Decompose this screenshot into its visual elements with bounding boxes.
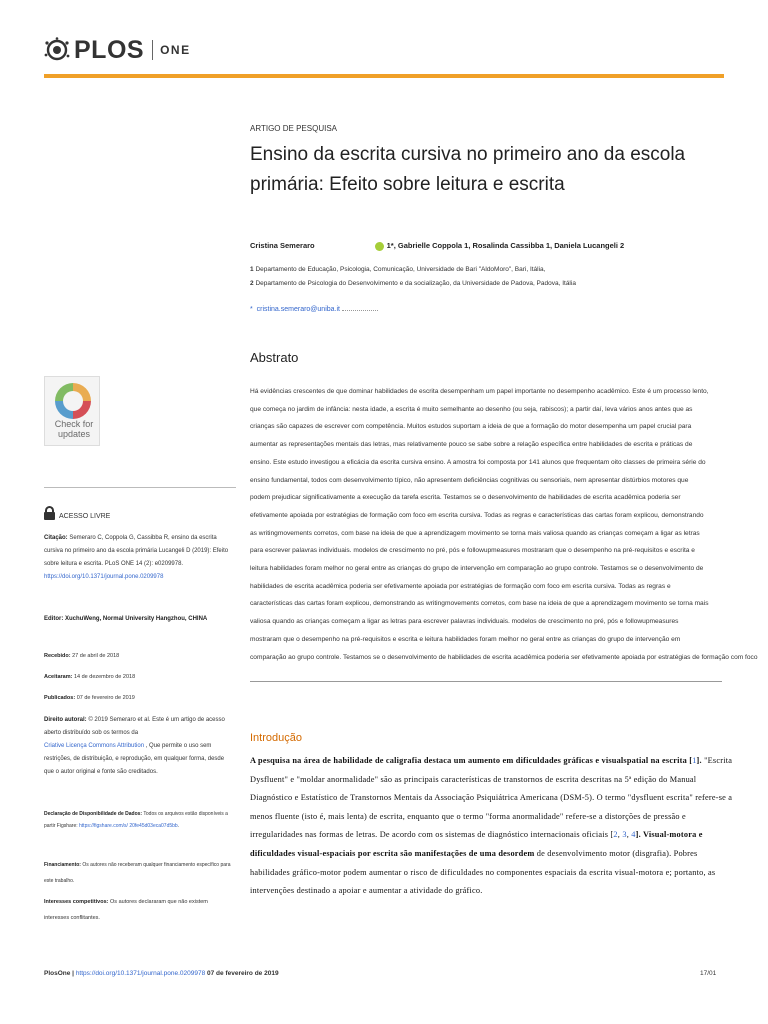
editor-label: Editor: (44, 616, 64, 622)
abstract-line: efetivamente apoiada por estratégias de formação com foco em escrita cursiva. Todas as regras e características das cartas foram explicou, demonstrando (250, 511, 704, 519)
page-footer (44, 970, 279, 977)
competing-interests-block (44, 894, 234, 926)
citation-label: Citação: (44, 535, 68, 541)
plos-logo (44, 32, 191, 68)
abstract-line: que começa no jardim de infância: nesta idade, a escrita é muito semelhante ao desenho (ou seja, rabiscos); a partir daí, leva vários anos antes que as (250, 405, 693, 413)
email-link[interactable]: cristina.semeraro@uniba.it (256, 306, 340, 313)
copyright-label: Direito autoral: (44, 717, 87, 723)
reference-link-1[interactable]: 1 (692, 756, 697, 765)
published-date: 07 de fevereiro de 2019 (76, 695, 135, 701)
crossmark-icon (55, 383, 91, 419)
received-label: Recebido: (44, 653, 71, 659)
intro-sentence-3: ]. Visual-motora e dificuldades visual-espaciais por escrita são manifestações de uma desordem (250, 830, 703, 858)
logo-separator (152, 40, 153, 60)
funding-text: Os autores não receberam qualquer financiamento específico para este trabalho. (44, 862, 231, 884)
citation-doi-link[interactable]: https://doi.org/10.1371/journal.pone.0209978 (44, 574, 164, 580)
footer-doi-link[interactable]: https://doi.org/10.1371/journal.pone.0209978 (75, 970, 206, 977)
logo-text: PLOS (74, 35, 145, 64)
affiliation-2-text: Departamento de Psicologia do Desenvolvimento e da socialização, da Universidade de Padova, Padova, Itália (255, 280, 576, 287)
intro-sentence-4: de desenvolvimento motor (disgrafia). Pobres habilidades gráfico-motor podem aumentar o risco de dificuldades no componentes espaciais da escrita visual-motora e; portanto, as intervenções destinado a apoiar e aumentar a atividade do gráfico. (250, 848, 716, 896)
title-line-1: Ensino da escrita cursiva no primeiro ano da escola (250, 144, 686, 165)
email-leader (342, 310, 378, 311)
editor-text: XuchuWeng, Normal University Hangzhou, CHINA (65, 616, 208, 622)
orcid-icon[interactable] (375, 242, 384, 251)
open-access-label: ACESSO LIVRE (59, 513, 111, 520)
funding-label: Financiamento: (44, 862, 81, 868)
abstract-line: ensino fundamental, todos com desenvolvimento típico, não apresentem deficiências cognitivas ou sensoriais, nem apresentar distúrbios motores que (250, 476, 689, 484)
copyright-block (44, 714, 234, 779)
accepted-date: 14 de dezembro de 2018 (73, 674, 136, 680)
affiliation-1-text: Departamento de Educação, Psicologia, Comunicação, Universidade de Bari "AldoMoro", Bari, Itália, (255, 266, 546, 273)
abstract-line: crianças são capazes de escrever com competência. Muitos estudos suportam a ideia de que a formação do motor desempenha um papel crucial para (250, 423, 692, 431)
abstract-body (250, 383, 768, 666)
abstract-line: habilidades de escrita acadêmica poderia ser efetivamente apoiada por estratégias de formação com foco em escrita cursiva. Todas as regras e (250, 582, 671, 590)
intro-sentence-1: A pesquisa na área de habilidade de caligrafia destaca um aumento em dificuldades gráficas e visualspatial na escrita [ (250, 756, 693, 765)
abstract-line: comparação ao grupo controle. Testamos se o desenvolvimento de habilidades de escrita acadêmica poderia ser efetivamente apoiada por estratégias de formação com foco (250, 653, 758, 661)
reference-link-3[interactable]: 3 (622, 830, 627, 840)
abstract-rule (250, 681, 722, 682)
data-availability-label: Declaração de Disponibilidade de Dados: (44, 811, 143, 817)
intro-sentence-2: "Escrita Dysfluent" e "moldar anormalidade" são as principais características de transtornos de escrita descritas na 5ª edição do Manual Diagnóstico e Estatístico de Transtornos Mentais da Associação Psiquiátrica Americana (DSM-5). O termo "dysfluent escrita" refere-se a menos fluente (isto é, mais lenta) de escrita, enquanto que o termo "forma anormalidade" refere-se a distorções de pressão e irregularidades nas formas de letras. De acordo com os sistemas de diagnóstico internacionais oficiais [ (250, 756, 733, 840)
title-line-2: primária: Efeito sobre leitura e escrita (250, 174, 565, 195)
abstract-line: aumentar as representações mentais das letras, mas relativamente pouco se sabe sobre a relação específica entre habilidades de escrita e práticas de (250, 441, 693, 449)
introduction-heading: Introdução (250, 732, 302, 744)
abstract-line: leitura habilidades foram melhor no geral entre as crianças do grupo de intervenção em comparação ao grupo controle. Testamos se o desenvolvimento de (250, 565, 704, 573)
editor-block (44, 613, 234, 626)
intro-sentence-1-end: ]. (696, 756, 702, 765)
data-availability-end: . (177, 823, 180, 829)
affiliation-1 (250, 266, 730, 273)
reference-link-2[interactable]: 2 (613, 830, 618, 840)
data-availability-text: Todos os arquivos estão disponíveis a partir Figshare: (44, 811, 228, 829)
citation-text: Semeraro C, Coppola G, Cassibba R, ensino da escrita cursiva no primeiro ano da escola primária Lucangeli D (2019): Efeito sobre leitura e escrita. PLoS ONE 14 (2): e0209978. (44, 535, 229, 567)
abstract-line: para escrever palavras individuais. modelos de crescimento no pré, pós e followupmeasures mostraram que o desempenho na pré-requisitos e escrita e (250, 547, 695, 555)
article-type: ARTIGO DE PESQUISA (250, 124, 337, 133)
copyright-text: © 2019 Semeraro et al. Este é um artigo de acesso aberto distribuído sob os termos da (44, 717, 225, 736)
received-block (44, 650, 234, 663)
logo-journal: ONE (160, 43, 191, 57)
figshare-link[interactable]: https://figshare.com/s/ 20fe45d03eca07d5bb (79, 823, 178, 829)
footer-date: 07 de fevereiro de 2019 (207, 970, 279, 977)
abstract-line: Há evidências crescentes de que dominar habilidades de escrita desempenham um papel importante no desempenho acadêmico. Este é um processo lento, (250, 388, 709, 395)
abstract-line: as writingmovements corretos, com base na ideia de que a aprendizagem movimento se torna mais valiosa quando as crianças começam a ligar as letras (250, 529, 700, 537)
accepted-block (44, 671, 234, 684)
abstract-line: características das cartas foram explicou, demonstrando as writingmovements corretos, com base na ideia de que a aprendizagem movimento se torna mais (250, 600, 709, 608)
sidebar-rule (44, 487, 236, 488)
abstract-line: podem prejudicar significativamente a execução da tarefa escrita. Testamos se o desenvolvimento de habilidades de escrita acadêmica poderia ser (250, 494, 681, 502)
published-block (44, 692, 234, 705)
abstract-line: valiosa quando as crianças começam a ligar as letras para escrever palavras individuais. modelos de crescimento no pré, pós e followupmeasures (250, 618, 679, 626)
funding-block (44, 857, 234, 889)
data-availability-block (44, 808, 234, 832)
published-label: Publicados: (44, 695, 76, 701)
plos-logo-icon (44, 37, 70, 63)
author-list (250, 241, 720, 251)
affiliation-2 (250, 280, 730, 287)
check-for-updates-badge[interactable] (44, 376, 100, 446)
page-number: 17/01 (700, 970, 717, 977)
article-title (250, 140, 720, 200)
authors-rest[interactable]: Gabrielle Coppola 1, Rosalinda Cassibba 1, Daniela Lucangeli 2 (397, 241, 625, 250)
author-1-marks: 1*, (386, 241, 396, 250)
copyright-text-end: , Que permite o uso sem restrições, de distribuição, e reprodução, em qualquer forma, desde que o autor original e fonte são creditados. (44, 743, 225, 775)
email-marker: * (250, 306, 253, 313)
open-access (44, 506, 110, 520)
abstract-line: mostraram que o desempenho na pré-requisitos e escrita e leitura habilidades foram melhor no geral entre as crianças do grupo de intervenção em (250, 635, 681, 643)
open-lock-icon (44, 506, 55, 520)
author-1[interactable]: Cristina Semeraro (250, 241, 315, 250)
header-rule (44, 74, 724, 78)
abstract-line: ensino. Este estudo investigou a eficácia da escrita cursiva ensino. A amostra foi composta por 141 alunos que frequentam oito classes de primeira série do (250, 458, 706, 466)
abstract-heading: Abstrato (250, 350, 299, 365)
check-for-updates-label: Check for updates (54, 419, 94, 439)
citation-block (44, 532, 234, 584)
reference-link-4[interactable]: 4 (631, 830, 636, 840)
accepted-label: Aceitaram: (44, 674, 73, 680)
introduction-body: A pesquisa na área de habilidade de caligrafia destaca um aumento em dificuldades gráficas e visualspatial na escrita [1]. "Escrita Dysfluent" e "moldar anormalidade" são as principais características de transtornos de escrita descritas na 5ª edição do Manual Diagnóstico e Estatístico de Transtornos Mentais da Associação Psiquiátrica Americana (DSM-5). O termo "dysfluent escrita" refere-se a menos fluente (isto é, mais lenta) de escrita, enquanto que o termo "forma anormalidade" refere-se a distorções de pressão e irregularidades nas formas de letras. De acordo com os sistemas de diagnóstico internacionais oficiais [2, 3, 4]. Visual-motora e dificuldades visual-espaciais por escrita são manifestações de uma desordem de desenvolvimento motor (disgrafia). Pobres habilidades gráfico-motor podem aumentar o risco de dificuldades no componentes espaciais da escrita visual-motora e; portanto, as intervenções destinado a apoiar e aumentar a atividade do gráfico. (250, 756, 733, 896)
corresponding-email[interactable] (250, 306, 378, 313)
license-link[interactable]: Criative Licença Commons Attribution (44, 743, 145, 749)
affiliation-1-number: 1 (250, 266, 254, 273)
footer-journal: PlosOne | (44, 970, 74, 977)
affiliation-2-number: 2 (250, 280, 254, 287)
competing-interests-text: Os autores declararam que não existem interesses conflitantes. (44, 899, 208, 921)
received-date: 27 de abril de 2018 (72, 653, 120, 659)
competing-interests-label: Interesses competitivos: (44, 899, 109, 905)
